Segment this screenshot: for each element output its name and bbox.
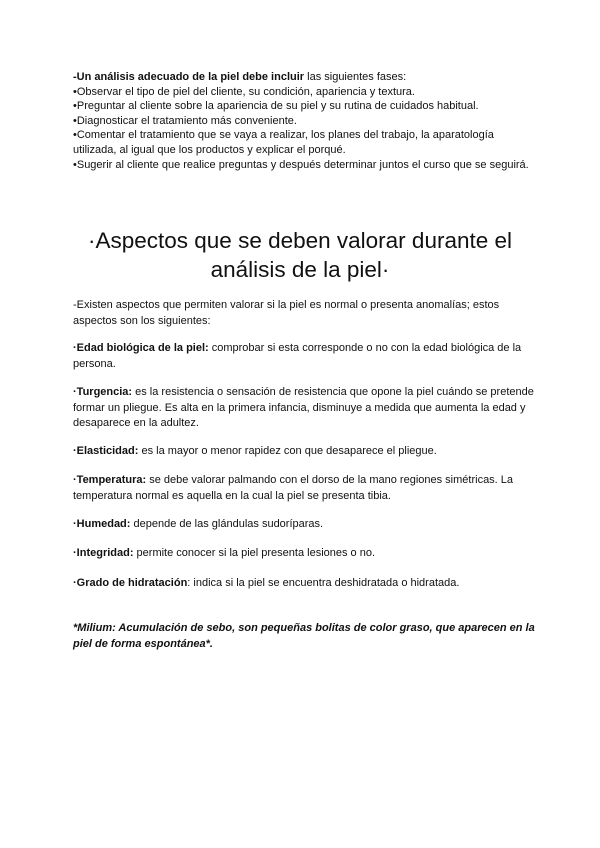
aspect-term: ·Integridad: [73, 547, 134, 559]
intro-item: •Preguntar al cliente sobre la apariencia de su piel y su rutina de cuidados habitual. [73, 100, 479, 113]
aspect-item [73, 341, 535, 372]
aspect-term: ·Edad biológica de la piel: [73, 342, 209, 354]
aspect-term: ·Humedad: [73, 518, 131, 530]
intro-lead [73, 70, 533, 85]
intro-section [73, 70, 533, 172]
intro-lead-bold: -Un análisis adecuado de la piel debe incluir [73, 71, 305, 83]
aspect-item [73, 576, 535, 592]
intro-item: •Diagnosticar el tratamiento más conveniente. [73, 114, 297, 127]
intro-item: •Observar el tipo de piel del cliente, su condición, apariencia y textura. [73, 85, 415, 98]
intro-item: •Sugerir al cliente que realice preguntas y después determinar juntos el curso que se seguirá. [73, 158, 529, 171]
aspect-item [73, 473, 535, 504]
aspects-intro: -Existen aspectos que permiten valorar si la piel es normal o presenta anomalías; estos aspectos son los siguientes: [73, 299, 500, 327]
intro-lead-rest: las siguientes fases: [304, 71, 407, 83]
aspect-item [73, 385, 535, 432]
intro-item: •Comentar el tratamiento que se vaya a realizar, los planes del trabajo, la aparatología utilizada, al igual que los productos y explicar el porqué. [73, 129, 494, 156]
milium-note: *Milium: Acumulación de sebo, son pequeñas bolitas de color graso, que aparecen en la piel de forma espontánea*. [73, 622, 535, 650]
aspect-desc: comprobar si esta corresponde o no con la edad biológica de la persona. [73, 342, 522, 370]
aspect-desc: se debe valorar palmando con el dorso de la mano regiones simétricas. La temperatura normal es aquella en la cual la piel se presenta tibia. [73, 474, 514, 502]
aspect-term: ·Temperatura: [73, 474, 147, 486]
aspect-term: ·Turgencia: [73, 386, 133, 398]
aspect-desc: permite conocer si la piel presenta lesiones o no. [133, 547, 376, 559]
aspect-desc: depende de las glándulas sudoríparas. [130, 518, 324, 530]
aspect-term: ·Grado de hidratación [73, 577, 188, 589]
aspect-desc: : indica si la piel se encuentra deshidratada o hidratada. [187, 577, 460, 589]
aspect-item [73, 517, 535, 533]
aspect-term: ·Elasticidad: [73, 445, 139, 457]
section-title: ·Aspectos que se deben valorar durante el análisis de la piel· [87, 228, 513, 282]
aspect-item [73, 546, 535, 562]
aspect-item [73, 444, 535, 460]
aspect-desc: es la resistencia o sensación de resistencia que opone la piel cuándo se pretende formar un pliegue. Es alta en la primera infancia, disminuye a medida que aumenta la edad y desaparece en la adultez. [73, 386, 534, 430]
aspect-desc: es la mayor o menor rapidez con que desaparece el pliegue. [138, 445, 437, 457]
